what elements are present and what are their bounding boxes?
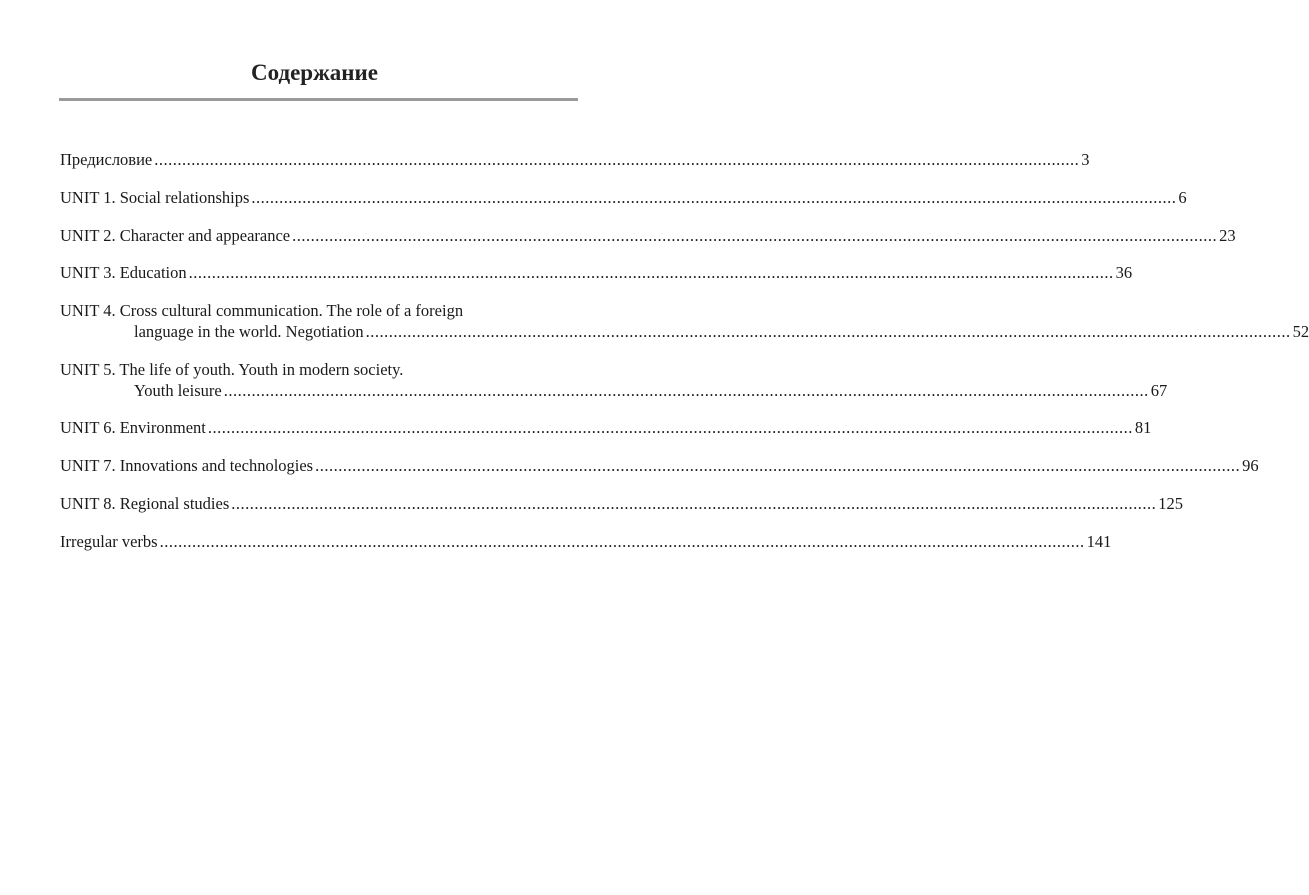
toc-entry-unit-7[interactable]: [60, 455, 1259, 476]
toc-entry-label: UNIT 4. Cross cultural communication. The role of a foreign: [60, 301, 464, 320]
toc-entry-unit-4[interactable]: [60, 300, 1309, 342]
toc-entry-label: Irregular verbs: [60, 532, 158, 551]
toc-entry-label: UNIT 7. Innovations and technologies: [60, 456, 314, 475]
toc-entry-unit-1[interactable]: [60, 187, 1187, 208]
toc-page-number: 36: [1115, 263, 1133, 282]
toc-page-number: 81: [1134, 418, 1152, 437]
toc-entry-preface[interactable]: [60, 149, 1090, 170]
toc-entry-label: Предисловие: [60, 150, 153, 169]
dot-leader: [315, 455, 1240, 476]
toc-entry-label: UNIT 6. Environment: [60, 418, 206, 437]
toc-entry-label: UNIT 2. Character and appearance: [60, 226, 291, 245]
toc-entry-unit-5[interactable]: [60, 359, 1168, 401]
dot-leader: [231, 493, 1156, 514]
dot-leader: [154, 149, 1079, 170]
dot-leader: [224, 380, 1149, 401]
dot-leader: [251, 187, 1176, 208]
dot-leader: [208, 417, 1133, 438]
toc-entry-label: UNIT 8. Regional studies: [60, 494, 230, 513]
page-title: Содержание: [251, 60, 378, 85]
toc-page-number: 125: [1158, 494, 1184, 513]
dot-leader: [189, 262, 1114, 283]
toc-entry-label: UNIT 3. Education: [60, 263, 187, 282]
toc-entry-label: UNIT 5. The life of youth. Youth in modern society.: [60, 360, 404, 379]
toc-page-number: 96: [1242, 456, 1259, 475]
toc-page-number: 6: [1178, 188, 1187, 207]
toc-page-number: 3: [1081, 150, 1090, 169]
toc-entry-unit-2[interactable]: [60, 225, 1236, 246]
title-divider: [59, 98, 578, 101]
toc-entry-irregular-verbs[interactable]: [60, 531, 1112, 552]
toc-page-number: 23: [1219, 226, 1236, 245]
dot-leader: [366, 321, 1291, 342]
toc-page-number: 52: [1292, 322, 1309, 341]
toc-entry-label-continued: Youth leisure: [134, 381, 222, 400]
dot-leader: [160, 531, 1085, 552]
toc-entry-unit-3[interactable]: [60, 262, 1133, 283]
toc-entry-unit-6[interactable]: [60, 417, 1152, 438]
toc-entry-unit-8[interactable]: [60, 493, 1184, 514]
toc-page-number: 67: [1150, 381, 1168, 400]
toc-entry-label: UNIT 1. Social relationships: [60, 188, 250, 207]
toc-page-number: 141: [1086, 532, 1112, 551]
toc-entry-label-continued: language in the world. Negotiation: [134, 322, 364, 341]
dot-leader: [292, 225, 1217, 246]
